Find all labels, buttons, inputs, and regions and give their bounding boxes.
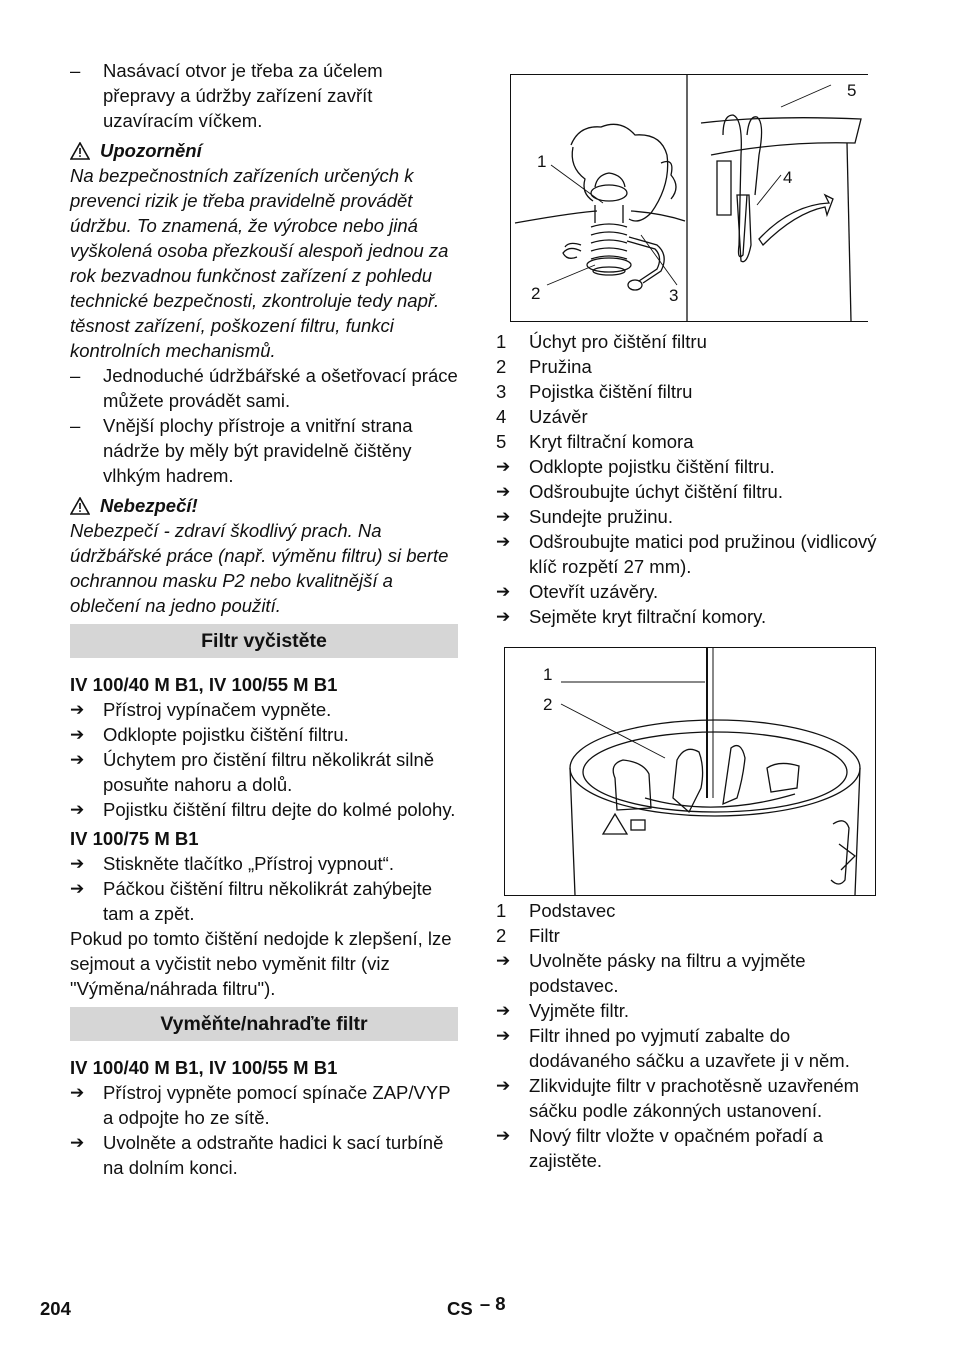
- callout-2: 2: [531, 284, 541, 303]
- language-code: CS: [447, 1298, 473, 1319]
- footer-separator: –: [479, 1293, 491, 1314]
- arrow-icon: ➔: [70, 700, 85, 719]
- dash-bullet: –: [70, 415, 81, 436]
- step-text: Sundejte pružinu.: [529, 506, 673, 527]
- section-heading-filter-clean: Filtr vyčistěte: [70, 624, 458, 658]
- warning-triangle-icon: [70, 497, 90, 515]
- warning-triangle-icon: [70, 142, 90, 160]
- warning-text: Na bezpečnostních zařízeních určených k prevenci rizik je třeba pravidelně provádět údržbu. To znamená, že výrobce nebo jiná vyškolená osoba přezkouší alespoň jednou za rok bezvadnou funkčnost zařízení z pohledu technické bezpečnosti, zkontroluje tedy např. těsnost zařízení, poškození filtru, funkci kontrolních mechanismů.: [70, 165, 449, 361]
- warning-heading: [70, 138, 458, 163]
- legend-figure-2: [496, 898, 888, 948]
- step-item: [496, 579, 888, 604]
- step-item: [496, 479, 888, 504]
- step-item: [496, 948, 888, 998]
- callout-3: 3: [669, 286, 679, 305]
- legend-text: Pojistka čištění filtru: [529, 381, 693, 402]
- model-heading: IV 100/40 M B1, IV 100/55 M B1: [70, 674, 338, 695]
- page-number: 204: [40, 1298, 71, 1319]
- note-paragraph: Pokud po tomto čištění nedojde k zlepšení, lze sejmout a vyčistit nebo vyměnit filtr (viz "Výměna/náhrada filtru").: [70, 928, 452, 999]
- arrow-icon: ➔: [70, 800, 85, 819]
- legend-number: 2: [496, 925, 507, 946]
- arrow-icon: ➔: [496, 1026, 511, 1045]
- step-text: Pojistku čištění filtru dejte do kolmé polohy.: [103, 799, 456, 820]
- legend-item: [496, 329, 888, 354]
- legend-text: Podstavec: [529, 900, 616, 921]
- step-text: Zlikvidujte filtr v prachotěsně uzavřeném sáčku podle zákonných ustanovení.: [529, 1075, 860, 1121]
- right-column: [496, 74, 888, 1173]
- arrow-icon: ➔: [496, 1001, 511, 1020]
- legend-number: 3: [496, 381, 507, 402]
- legend-figure-1: [496, 329, 888, 454]
- filter-container-illustration: [505, 648, 875, 895]
- step-text: Otevřít uzávěry.: [529, 581, 659, 602]
- legend-text: Úchyt pro čištění filtru: [529, 331, 707, 352]
- step-item: [496, 529, 888, 579]
- figure-filter-replace: [504, 647, 876, 896]
- legend-number: 4: [496, 406, 507, 427]
- step-item: [70, 747, 458, 797]
- legend-number: 2: [496, 356, 507, 377]
- footer-subpage: 8: [495, 1293, 506, 1314]
- legend-number: 1: [496, 900, 507, 921]
- left-column: [70, 58, 458, 1180]
- step-item: [496, 1023, 888, 1073]
- arrow-icon: ➔: [496, 457, 511, 476]
- legend-item: [496, 898, 888, 923]
- legend-item: [496, 379, 888, 404]
- arrow-icon: ➔: [496, 951, 511, 970]
- step-text: Odšroubujte úchyt čištění filtru.: [529, 481, 783, 502]
- callout-1: 1: [543, 665, 553, 684]
- step-text: Filtr ihned po vyjmutí zabalte do dodávaného sáčku a uzavřete ji v něm.: [529, 1025, 850, 1071]
- dash-text: Nasávací otvor je třeba za účelem přepravy a údržby zařízení zavřít uzavíracím víčkem.: [103, 60, 383, 131]
- dash-item: [70, 413, 458, 488]
- step-item: [496, 504, 888, 529]
- arrow-icon: ➔: [70, 879, 85, 898]
- step-text: Odklopte pojistku čištění filtru.: [529, 456, 775, 477]
- legend-number: 1: [496, 331, 507, 352]
- legend-text: Filtr: [529, 925, 560, 946]
- step-text: Páčkou čištění filtru několikrát zahýbejte tam a zpět.: [103, 878, 433, 924]
- arrow-icon: ➔: [496, 582, 511, 601]
- model-heading: IV 100/40 M B1, IV 100/55 M B1: [70, 1057, 338, 1078]
- dash-text: Jednoduché údržbářské a ošetřovací práce můžete provádět sami.: [103, 365, 458, 411]
- step-text: Uvolněte a odstraňte hadici k sací turbíně na dolním konci.: [103, 1132, 444, 1178]
- dash-text: Vnější plochy přístroje a vnitřní strana nádrže by měly být pravidelně čištěny vlhkým hadrem.: [103, 415, 413, 486]
- legend-item: [496, 923, 888, 948]
- dash-bullet: –: [70, 365, 81, 386]
- step-item: [70, 722, 458, 747]
- footer-language: [447, 1293, 506, 1320]
- danger-heading: [70, 493, 458, 518]
- callout-1: 1: [537, 152, 547, 171]
- step-item: [70, 697, 458, 722]
- arrow-icon: ➔: [70, 725, 85, 744]
- figure-filter-cleaning: [510, 74, 868, 322]
- arrow-icon: ➔: [496, 507, 511, 526]
- step-text: Nový filtr vložte v opačném pořadí a zajistěte.: [529, 1125, 824, 1171]
- arrow-icon: ➔: [70, 854, 85, 873]
- legend-text: Kryt filtrační komora: [529, 431, 694, 452]
- warning-title: Upozornění: [100, 140, 202, 161]
- arrow-icon: ➔: [70, 750, 85, 769]
- arrow-icon: ➔: [496, 1126, 511, 1145]
- arrow-icon: ➔: [496, 607, 511, 626]
- step-text: Přístroj vypněte pomocí spínače ZAP/VYP a odpojte ho ze sítě.: [103, 1082, 451, 1128]
- step-item: [496, 454, 888, 479]
- arrow-icon: ➔: [496, 1076, 511, 1095]
- legend-item: [496, 404, 888, 429]
- step-text: Úchytem pro čistění filtru několikrát silně posuňte nahoru a dolů.: [103, 749, 435, 795]
- step-item: [70, 851, 458, 876]
- callout-2: 2: [543, 695, 553, 714]
- filter-cleaning-illustration: [511, 75, 869, 321]
- legend-number: 5: [496, 431, 507, 452]
- step-item: [70, 1130, 458, 1180]
- dash-bullet: –: [70, 60, 81, 81]
- callout-4: 4: [783, 168, 793, 187]
- step-item: [496, 1123, 888, 1173]
- step-text: Uvolněte pásky na filtru a vyjměte podstavec.: [529, 950, 806, 996]
- legend-text: Pružina: [529, 356, 592, 377]
- danger-title: Nebezpečí!: [100, 495, 198, 516]
- step-text: Sejměte kryt filtrační komory.: [529, 606, 767, 627]
- arrow-icon: ➔: [70, 1083, 85, 1102]
- arrow-icon: ➔: [496, 482, 511, 501]
- callout-5: 5: [847, 81, 857, 100]
- step-text: Vyjměte filtr.: [529, 1000, 630, 1021]
- step-item: [496, 998, 888, 1023]
- step-item: [70, 797, 458, 822]
- dash-item: [70, 363, 458, 413]
- dash-item: [70, 58, 458, 133]
- step-text: Stiskněte tlačítko „Přístroj vypnout“.: [103, 853, 394, 874]
- section-heading-filter-replace: Vyměňte/nahraďte filtr: [70, 1007, 458, 1041]
- step-item: [496, 604, 888, 629]
- legend-item: [496, 354, 888, 379]
- model-heading: IV 100/75 M B1: [70, 828, 199, 849]
- arrow-icon: ➔: [496, 532, 511, 551]
- legend-text: Uzávěr: [529, 406, 588, 427]
- legend-item: [496, 429, 888, 454]
- step-item: [70, 1080, 458, 1130]
- step-text: Odklopte pojistku čištění filtru.: [103, 724, 349, 745]
- step-text: Přístroj vypínačem vypněte.: [103, 699, 332, 720]
- step-item: [496, 1073, 888, 1123]
- step-item: [70, 876, 458, 926]
- step-text: Odšroubujte matici pod pružinou (vidlicový klíč rozpětí 27 mm).: [529, 531, 877, 577]
- arrow-icon: ➔: [70, 1133, 85, 1152]
- danger-text: Nebezpečí - zdraví škodlivý prach. Na údržbářské práce (např. výměnu filtru) si berte ochrannou masku P2 nebo kvalitnější a oblečení na jedno použití.: [70, 520, 449, 616]
